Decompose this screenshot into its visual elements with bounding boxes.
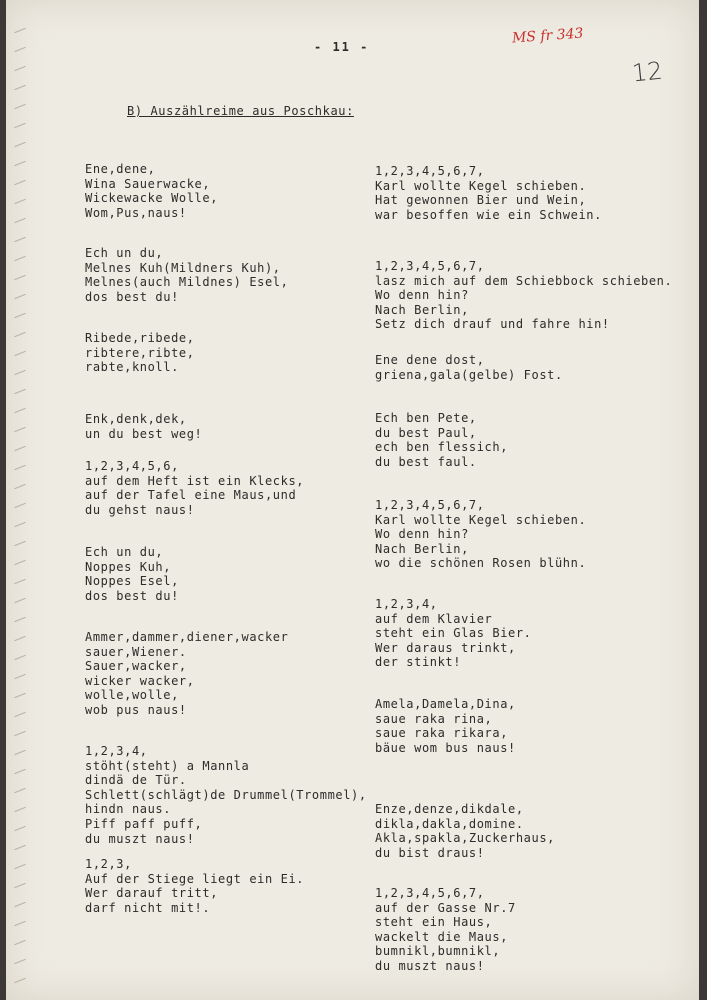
edge-mark — [14, 826, 26, 831]
edge-mark — [14, 579, 26, 584]
edge-mark — [14, 541, 26, 546]
edge-mark — [14, 370, 26, 375]
left-column-rhyme — [85, 744, 367, 846]
archive-signature: MS fr 343 — [511, 25, 584, 47]
rhyme-line: wob pus naus! — [85, 702, 187, 717]
rhyme-line: hindn naus. — [85, 802, 172, 817]
rhyme-line: wackelt die Maus, — [375, 929, 509, 944]
edge-mark — [14, 598, 26, 603]
rhyme-line: ech ben flessich, — [375, 440, 509, 455]
rhyme-line: Ech ben Pete, — [375, 411, 477, 425]
rhyme-line: Ech un du, — [85, 246, 164, 260]
rhyme-line: war besoffen wie ein Schwein. — [375, 207, 602, 222]
rhyme-line: auf dem Heft ist ein Klecks, — [85, 473, 305, 488]
rhyme-line: Karl wollte Kegel schieben. — [375, 512, 587, 527]
rhyme-line: sauer,Wiener. — [85, 644, 187, 659]
edge-mark — [14, 123, 26, 128]
rhyme-line: 1,2,3,4,5,6,7, — [375, 886, 485, 900]
edge-mark — [14, 446, 26, 451]
right-column-rhyme — [375, 697, 516, 755]
edge-mark — [14, 750, 26, 755]
rhyme-line: dikla,dakla,domine. — [375, 816, 524, 831]
rhyme-line: wo die schönen Rosen blühn. — [375, 556, 587, 571]
edge-mark — [14, 617, 26, 622]
rhyme-line: lasz mich auf dem Schiebbock schieben. — [375, 273, 673, 288]
rhyme-line: bäue wom bus naus! — [375, 740, 516, 755]
rhyme-line: Melnes Kuh(Mildners Kuh), — [85, 260, 281, 275]
rhyme-line: Nach Berlin, — [375, 541, 469, 556]
rhyme-line: Wo denn hin? — [375, 288, 469, 303]
rhyme-line: 1,2,3,4,5,6,7, — [375, 164, 485, 178]
rhyme-line: Ene,dene, — [85, 162, 156, 176]
rhyme-line: auf der Tafel eine Maus,und — [85, 488, 297, 503]
rhyme-line: griena,gala(gelbe) Fost. — [375, 367, 563, 382]
folio-number: 12 — [630, 56, 664, 88]
edge-mark — [14, 655, 26, 660]
edge-mark — [14, 180, 26, 185]
edge-mark — [14, 104, 26, 109]
rhyme-line: Wina Sauerwacke, — [85, 176, 211, 191]
rhyme-line: Enze,denze,dikdale, — [375, 802, 524, 816]
edge-mark — [14, 389, 26, 394]
rhyme-line: bumnikl,bumnikl, — [375, 944, 501, 959]
rhyme-line: Hat gewonnen Bier und Wein, — [375, 193, 587, 208]
page-edge-marks — [6, 0, 36, 1000]
section-heading: B) Auszählreime aus Poschkau: — [127, 104, 354, 118]
rhyme-line: Wer daraus trinkt, — [375, 640, 516, 655]
edge-mark — [14, 351, 26, 356]
rhyme-line: Wickewacke Wolle, — [85, 191, 219, 206]
rhyme-line: Wer darauf tritt, — [85, 886, 219, 901]
edge-mark — [14, 693, 26, 698]
edge-mark — [14, 85, 26, 90]
right-column-rhyme — [375, 498, 586, 571]
edge-mark — [14, 256, 26, 261]
edge-mark — [14, 731, 26, 736]
rhyme-line: du best Paul, — [375, 425, 477, 440]
edge-mark — [14, 807, 26, 812]
rhyme-line: wolle,wolle, — [85, 688, 179, 703]
left-column-rhyme — [85, 331, 195, 375]
rhyme-line: du best faul. — [375, 454, 477, 469]
right-column-rhyme — [375, 802, 555, 860]
edge-mark — [14, 921, 26, 926]
edge-mark — [14, 636, 26, 641]
rhyme-line: der stinkt! — [375, 655, 462, 670]
edge-mark — [14, 845, 26, 850]
edge-mark — [14, 503, 26, 508]
rhyme-line: du bist draus! — [375, 845, 485, 860]
edge-mark — [14, 47, 26, 52]
rhyme-line: Auf der Stiege liegt ein Ei. — [85, 871, 305, 886]
edge-mark — [14, 978, 26, 983]
edge-mark — [14, 465, 26, 470]
rhyme-line: 1,2,3,4,5,6,7, — [375, 259, 485, 273]
left-column-rhyme — [85, 412, 202, 441]
rhyme-line: Piff paff puff, — [85, 816, 203, 831]
edge-mark — [14, 674, 26, 679]
rhyme-line: 1,2,3,4,5,6,7, — [375, 498, 485, 512]
edge-mark — [14, 332, 26, 337]
rhyme-line: du muszt naus! — [375, 958, 485, 973]
rhyme-line: stöht(steht) a Mannla — [85, 758, 250, 773]
typescript-page — [6, 0, 699, 1000]
edge-mark — [14, 902, 26, 907]
edge-mark — [14, 275, 26, 280]
edge-mark — [14, 864, 26, 869]
left-column-rhyme — [85, 630, 288, 718]
rhyme-line: dos best du! — [85, 289, 179, 304]
right-column-rhyme — [375, 597, 532, 670]
page-number: - 11 - — [314, 40, 370, 54]
rhyme-line: Wom,Pus,naus! — [85, 205, 187, 220]
right-column-rhyme — [375, 353, 563, 382]
rhyme-line: dos best du! — [85, 588, 179, 603]
rhyme-line: Nach Berlin, — [375, 302, 469, 317]
left-column-rhyme — [85, 459, 304, 517]
edge-mark — [14, 408, 26, 413]
edge-mark — [14, 199, 26, 204]
rhyme-line: steht ein Glas Bier. — [375, 626, 532, 641]
right-column-rhyme — [375, 886, 516, 974]
edge-mark — [14, 142, 26, 147]
edge-mark — [14, 28, 26, 33]
edge-mark — [14, 66, 26, 71]
rhyme-line: Ammer,dammer,diener,wacker — [85, 630, 289, 644]
rhyme-line: darf nicht mit!. — [85, 900, 211, 915]
rhyme-line: Ech un du, — [85, 545, 164, 559]
rhyme-line: auf dem Klavier — [375, 611, 493, 626]
edge-mark — [14, 313, 26, 318]
left-column-rhyme — [85, 162, 218, 220]
rhyme-line: Akla,spakla,Zuckerhaus, — [375, 831, 555, 846]
rhyme-line: saue raka rina, — [375, 711, 493, 726]
rhyme-line: Sauer,wacker, — [85, 659, 187, 674]
rhyme-line: dindä de Tür. — [85, 773, 187, 788]
edge-mark — [14, 959, 26, 964]
rhyme-line: Schlett(schlägt)de Drummel(Trommel), — [85, 787, 367, 802]
right-column-rhyme — [375, 411, 508, 469]
edge-mark — [14, 712, 26, 717]
rhyme-line: Karl wollte Kegel schieben. — [375, 178, 587, 193]
rhyme-line: auf der Gasse Nr.7 — [375, 900, 516, 915]
rhyme-line: Ribede,ribede, — [85, 331, 195, 345]
rhyme-line: Noppes Esel, — [85, 574, 179, 589]
right-column-rhyme — [375, 259, 672, 332]
rhyme-line: Melnes(auch Mildnes) Esel, — [85, 275, 289, 290]
edge-mark — [14, 940, 26, 945]
rhyme-line: 1,2,3,4, — [375, 597, 438, 611]
rhyme-line: 1,2,3, — [85, 857, 132, 871]
left-column-rhyme — [85, 246, 288, 304]
right-column-rhyme — [375, 164, 602, 222]
rhyme-line: saue raka rikara, — [375, 726, 509, 741]
rhyme-line: du gehst naus! — [85, 502, 195, 517]
rhyme-line: Enk,denk,dek, — [85, 412, 187, 426]
edge-mark — [14, 237, 26, 242]
rhyme-line: Ene dene dost, — [375, 353, 485, 367]
edge-mark — [14, 161, 26, 166]
rhyme-line: Amela,Damela,Dina, — [375, 697, 516, 711]
edge-mark — [14, 883, 26, 888]
rhyme-line: steht ein Haus, — [375, 915, 493, 930]
rhyme-line: 1,2,3,4, — [85, 744, 148, 758]
edge-mark — [14, 218, 26, 223]
rhyme-line: Noppes Kuh, — [85, 559, 172, 574]
rhyme-line: un du best weg! — [85, 426, 203, 441]
rhyme-line: Wo denn hin? — [375, 527, 469, 542]
rhyme-line: du muszt naus! — [85, 831, 195, 846]
left-column-rhyme — [85, 857, 304, 915]
edge-mark — [14, 788, 26, 793]
edge-mark — [14, 522, 26, 527]
rhyme-line: wicker wacker, — [85, 673, 195, 688]
left-column-rhyme — [85, 545, 179, 603]
edge-mark — [14, 427, 26, 432]
edge-mark — [14, 484, 26, 489]
rhyme-line: rabte,knoll. — [85, 360, 179, 375]
edge-mark — [14, 560, 26, 565]
rhyme-line: Setz dich drauf und fahre hin! — [375, 317, 610, 332]
edge-mark — [14, 294, 26, 299]
rhyme-line: ribtere,ribte, — [85, 345, 195, 360]
rhyme-line: 1,2,3,4,5,6, — [85, 459, 179, 473]
edge-mark — [14, 769, 26, 774]
